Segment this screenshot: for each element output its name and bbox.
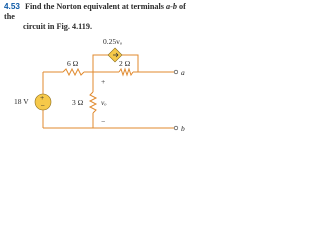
terminal-b-label: b bbox=[181, 124, 185, 133]
terminal-a-node bbox=[174, 70, 178, 74]
resistor-2ohm-label: 2 Ω bbox=[119, 59, 131, 68]
circuit-diagram bbox=[0, 0, 200, 138]
resistor-3ohm bbox=[90, 92, 96, 113]
problem-text-1-end: of the bbox=[4, 2, 186, 21]
vo-minus: − bbox=[101, 117, 106, 126]
vo-plus: + bbox=[101, 77, 106, 86]
terminal-b-node bbox=[174, 126, 178, 130]
source-label: 18 V bbox=[14, 97, 29, 106]
problem-text-1: Find the Norton equivalent at terminals bbox=[24, 2, 164, 11]
vo-label: vₒ bbox=[101, 98, 107, 107]
resistor-6ohm-label: 6 Ω bbox=[67, 59, 79, 68]
terminal-a-label: a bbox=[181, 68, 185, 77]
source-minus: − bbox=[40, 101, 45, 110]
problem-number: 4.53 bbox=[4, 2, 20, 11]
problem-text-2: circuit in Fig. 4.119. bbox=[23, 22, 92, 31]
resistor-6ohm bbox=[63, 69, 84, 75]
resistor-2ohm bbox=[119, 69, 133, 75]
terminals-label: a-b bbox=[166, 2, 177, 11]
source-plus: + bbox=[40, 93, 45, 102]
resistor-3ohm-label: 3 Ω bbox=[72, 98, 84, 107]
dependent-source-label: 0.25vₒ bbox=[103, 37, 123, 46]
